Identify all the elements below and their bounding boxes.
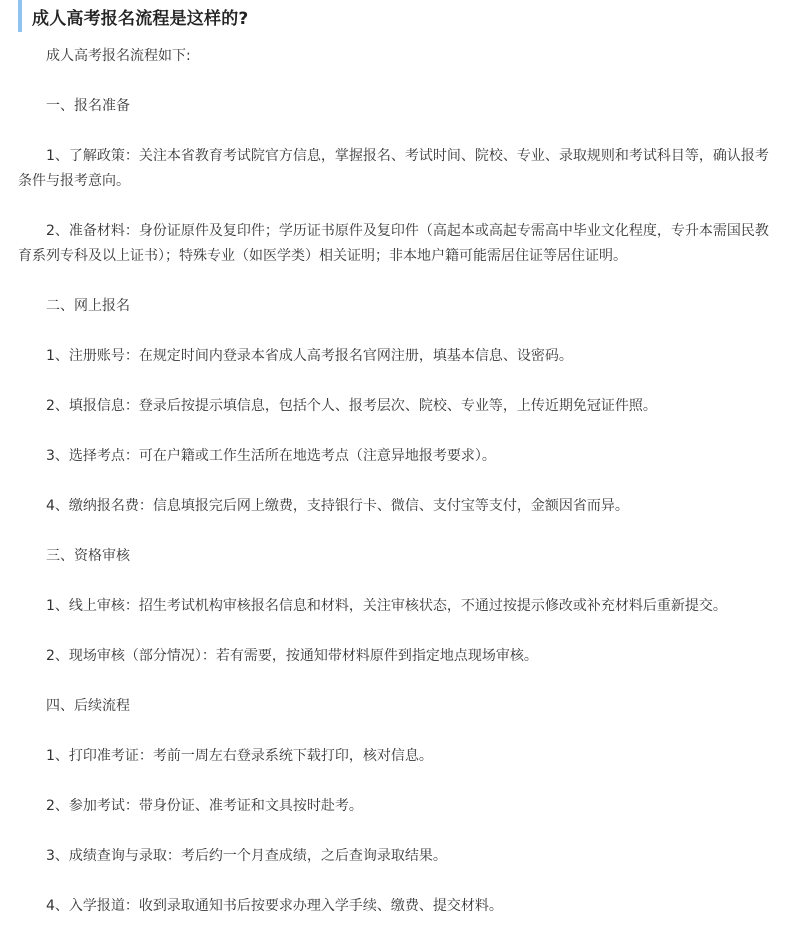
section-heading: 四、后续流程 bbox=[46, 698, 130, 714]
section-item: 3、成绩查询与录取：考后约一个月查成绩，之后查询录取结果。 bbox=[46, 848, 447, 864]
section-item: 1、了解政策：关注本省教育考试院官方信息，掌握报名、考试时间、院校、专业、录取规则和考试科目等，确认报考条件与报考意向。 bbox=[18, 148, 769, 189]
intro-paragraph: 成人高考报名流程如下: bbox=[46, 48, 191, 64]
section-heading: 二、网上报名 bbox=[46, 298, 130, 314]
section-item: 1、线上审核：招生考试机构审核报名信息和材料，关注审核状态，不通过按提示修改或补充材料后重新提交。 bbox=[46, 598, 727, 614]
section-item: 4、缴纳报名费：信息填报完后网上缴费，支持银行卡、微信、支付宝等支付，金额因省而异。 bbox=[46, 498, 629, 514]
section-item: 1、注册账号：在规定时间内登录本省成人高考报名官网注册，填基本信息、设密码。 bbox=[46, 348, 573, 364]
section-heading: 三、资格审核 bbox=[46, 548, 130, 564]
section-item: 2、填报信息：登录后按提示填信息，包括个人、报考层次、院校、专业等，上传近期免冠证件照。 bbox=[46, 398, 657, 414]
section-item: 1、打印准考证：考前一周左右登录系统下载打印，核对信息。 bbox=[46, 748, 433, 764]
article-title: 成人高考报名流程是这样的? bbox=[32, 8, 249, 29]
section-item: 2、参加考试：带身份证、准考证和文具按时赴考。 bbox=[46, 798, 363, 814]
section-item: 3、选择考点：可在户籍或工作生活所在地选考点（注意异地报考要求）。 bbox=[46, 448, 496, 464]
section-item: 2、现场审核（部分情况）：若有需要，按通知带材料原件到指定地点现场审核。 bbox=[46, 648, 538, 664]
section-heading: 一、报名准备 bbox=[46, 98, 130, 114]
article-body bbox=[18, 44, 782, 919]
article-title-bar bbox=[18, 0, 248, 32]
section-item: 4、入学报道：收到录取通知书后按要求办理入学手续、缴费、提交材料。 bbox=[46, 898, 503, 914]
section-item: 2、准备材料：身份证原件及复印件；学历证书原件及复印件（高起本或高起专需高中毕业文化程度，专升本需国民教育系列专科及以上证书）；特殊专业（如医学类）相关证明；非本地户籍可能需居住证等居住证明。 bbox=[18, 223, 769, 264]
